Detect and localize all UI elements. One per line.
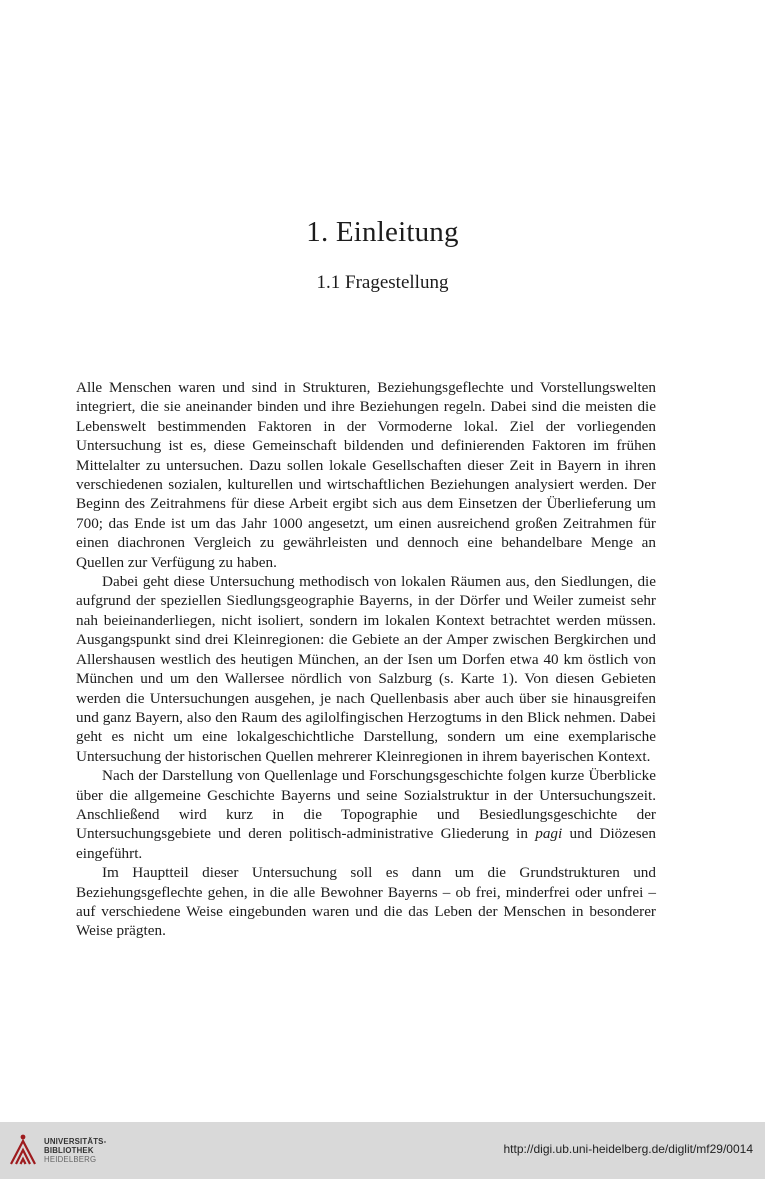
logo-line: BIBLIOTHEK	[44, 1146, 94, 1155]
paragraph: Im Hauptteil dieser Untersuchung soll es dann um die Grundstrukturen und Beziehungsgeflechte gehen, in die alle Bewohner Bayerns – ob frei, minderfrei oder unfrei – auf verschiedene Weise eingebunden waren und die das Leben der Menschen in besonderer Weise prägten.	[76, 864, 656, 940]
italic-term: pagi	[535, 825, 563, 843]
viewer-footer	[0, 1122, 765, 1179]
logo-line: UNIVERSITÄTS-	[44, 1137, 107, 1146]
logo-line: HEIDELBERG	[44, 1155, 97, 1164]
paragraph	[76, 766, 656, 863]
paragraph-text: Nach der Darstellung von Quellenlage und Forschungsgeschichte folgen kurze Überblicke über die allgemeine Geschichte Bayerns und seine Sozialstruktur in der Untersuchungszeit. Anschließend wird kurz in die Topographie und Besiedlungsgeschichte der Untersuchungsgebiete und deren politisch-administrative Gliederung in	[76, 767, 656, 843]
library-seal-icon	[8, 1133, 38, 1167]
paragraph: Dabei geht diese Untersuchung methodisch von lokalen Räumen aus, den Siedlungen, die aufgrund der speziellen Siedlungsgeographie Bayerns, in der Dörfer und Weiler zumeist sehr nah beieinanderliegen, nicht isoliert, sondern im lokalen Kontext betrachtet werden müssen. Ausgangspunkt sind drei Kleinregionen: die Gebiete an der Amper zwischen Bergkirchen und Allershausen westlich des heutigen München, an der Isen um Dorfen etwa 40 km östlich von München und um den Wallersee nördlich von Salzburg (s. Karte 1). Von diesen Gebieten werden die Untersuchungen ausgehen, je nach Quellenbasis aber auch über sie hinausgreifen und ganz Bayern, also den Raum des agilolfingischen Herzogtums in den Blick nehmen. Dabei geht es nicht um eine lokalgeschichtliche Darstellung, sondern um eine exemplarische Untersuchung der historischen Quellen mehrerer Kleinregionen in ihrem bayerischen Kontext.	[76, 573, 656, 765]
paragraph-text: und Diözesen eingeführt.	[76, 825, 656, 862]
chapter-title: 1. Einleitung	[306, 216, 459, 248]
section-title: 1.1 Fragestellung	[316, 272, 449, 293]
library-logo[interactable]	[8, 1131, 138, 1169]
paragraph: Alle Menschen waren und sind in Strukturen, Beziehungsgeflechte und Vorstellungswelten integriert, die sie aneinander binden und ihre Beziehungen regeln. Dabei sind die meisten die Lebenswelt bestimmenden Faktoren in der Vormoderne lokal. Ziel der vorliegenden Untersuchung ist es, diese Gemeinschaft bildenden und definierenden Faktoren im frühen Mittelalter zu untersuchen. Dazu sollen lokale Gesellschaften dieser Zeit in Bayern in ihren verschiedenen sozialen, kulturellen und wirtschaftlichen Beziehungen analysiert werden. Der Beginn des Zeitrahmens für diese Arbeit ergibt sich aus dem Einsetzen der Überlieferung um 700; das Ende ist um das Jahr 1000 angesetzt, um einen ausreichend großen Zeitrahmen für einen diachronen Vergleich zu gewährleisten und dennoch eine behandelbare Menge an Quellen zur Verfügung zu haben.	[76, 379, 656, 571]
permalink-url[interactable]: http://digi.ub.uni-heidelberg.de/diglit/mf29/0014	[503, 1142, 753, 1156]
body-text	[76, 378, 656, 941]
